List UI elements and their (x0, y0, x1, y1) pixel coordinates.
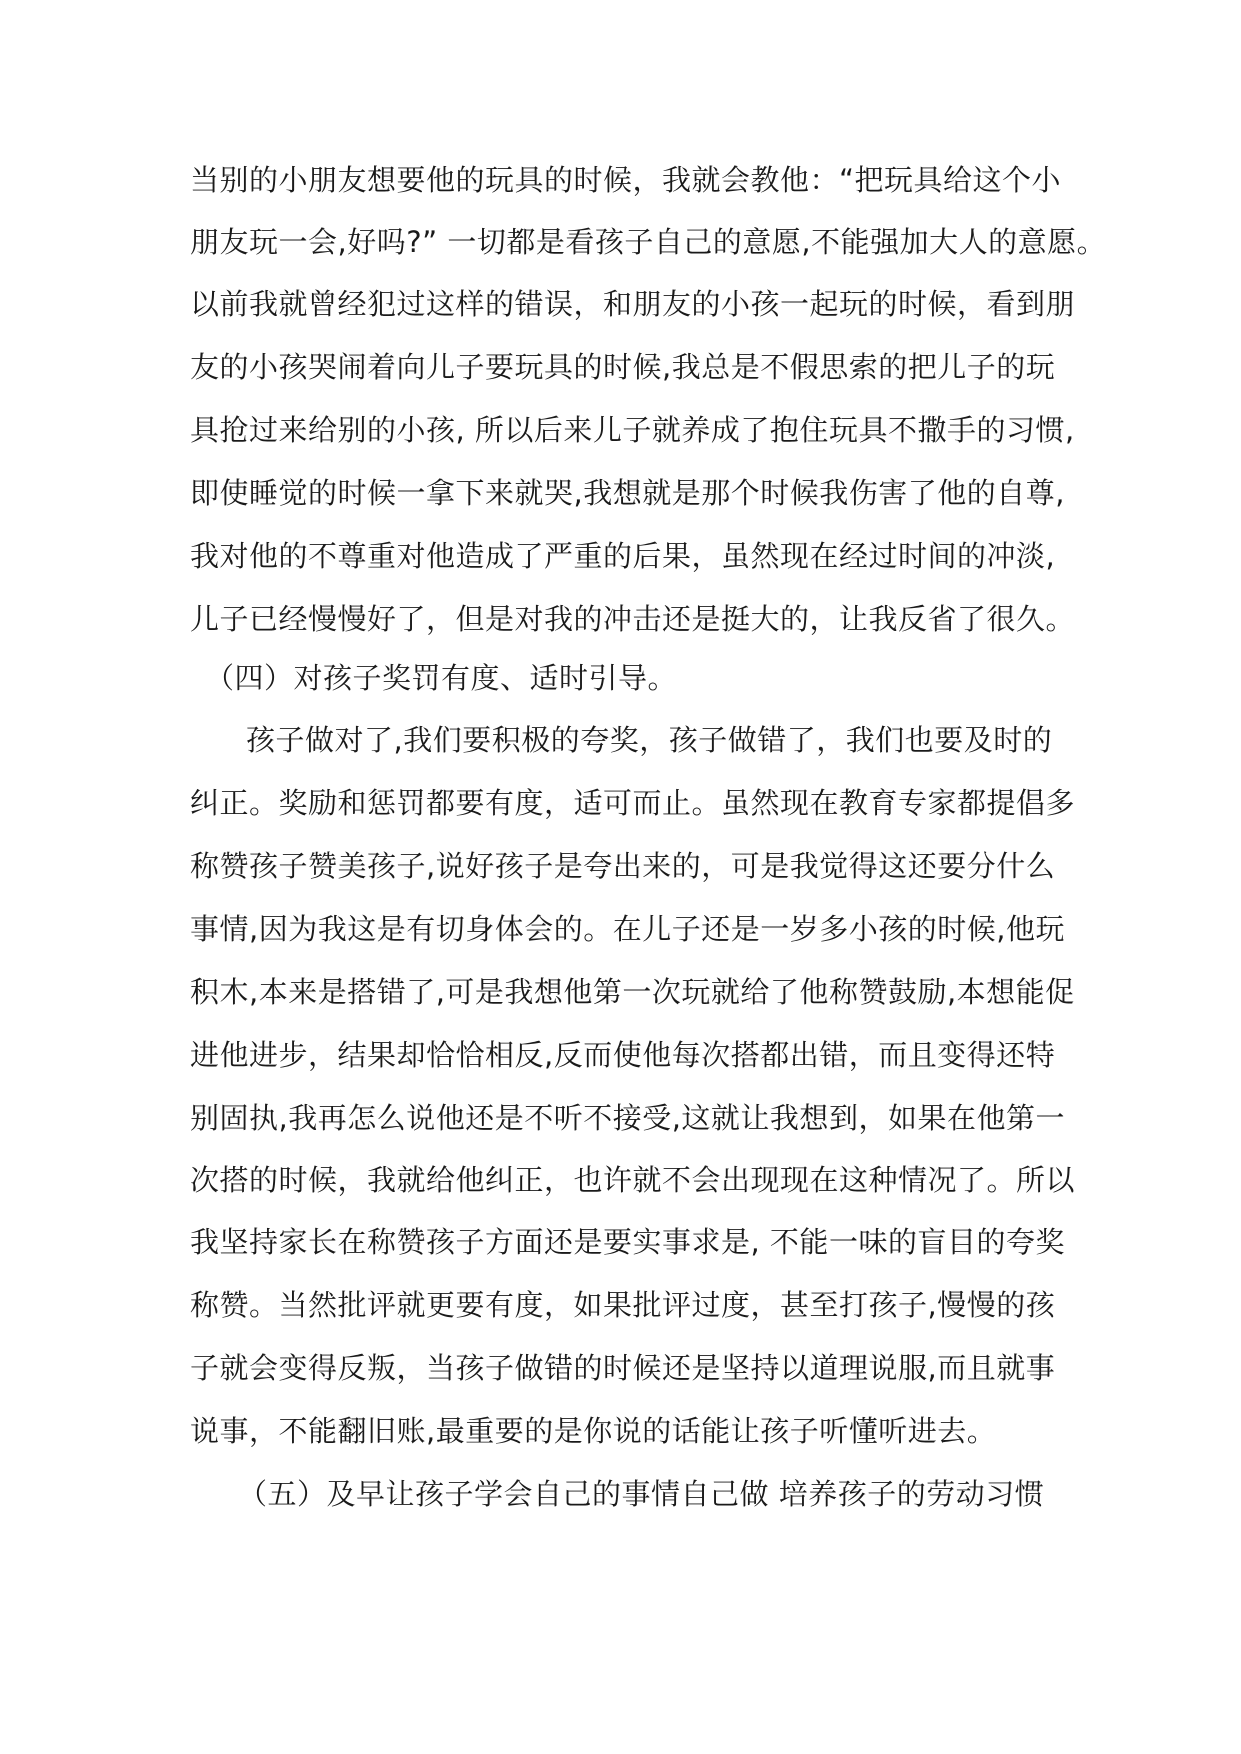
text-line: 子就会变得反叛，当孩子做错的时候还是坚持以道理说服,而且就事 (190, 1351, 1056, 1385)
text-line: 次搭的时候，我就给他纠正，也许就不会出现现在这种情况了。所以 (190, 1163, 1076, 1197)
text-line: 纠正。奖励和惩罚都要有度，适可而止。虽然现在教育专家都提倡多 (190, 786, 1076, 820)
text-line: 进他进步，结果却恰恰相反,反而使他每次搭都出错，而且变得还特 (190, 1038, 1056, 1072)
text-line: 我坚持家长在称赞孩子方面还是要实事求是, 不能一味的盲目的夸奖 (190, 1225, 1065, 1259)
text-line: 以前我就曾经犯过这样的错误，和朋友的小孩一起玩的时候，看到朋 (190, 287, 1076, 321)
text-line: 称赞。当然批评就更要有度，如果批评过度，甚至打孩子,慢慢的孩 (190, 1288, 1056, 1322)
text-line: 朋友玩一会,好吗?” 一切都是看孩子自己的意愿,不能强加大人的意愿。 (190, 225, 1107, 259)
text-line: 即使睡觉的时候一拿下来就哭,我想就是那个时候我伤害了他的自尊, (190, 476, 1065, 510)
text-line: 具抢过来给别的小孩, 所以后来儿子就养成了抱住玩具不撒手的习惯, (190, 413, 1075, 447)
text-line: 儿子已经慢慢好了，但是对我的冲击还是挺大的，让我反省了很久。 (190, 602, 1076, 636)
section-heading: （五）及早让孩子学会自己的事情自己做 培养孩子的劳动习惯 (238, 1477, 1045, 1511)
text-line: 友的小孩哭闹着向儿子要玩具的时候,我总是不假思索的把儿子的玩 (190, 350, 1056, 384)
text-line: 别固执,我再怎么说他还是不听不接受,这就让我想到，如果在他第一 (190, 1101, 1065, 1135)
text-line: 我对他的不尊重对他造成了严重的后果，虽然现在经过时间的冲淡, (190, 539, 1056, 573)
text-line: 事情,因为我这是有切身体会的。在儿子还是一岁多小孩的时候,他玩 (190, 912, 1065, 946)
section-heading: （四）对孩子奖罚有度、适时引导。 (205, 661, 678, 695)
text-line: 说事，不能翻旧账,最重要的是你说的话能让孩子听懂听进去。 (190, 1414, 997, 1448)
text-line: 当别的小朋友想要他的玩具的时候，我就会教他：“把玩具给这个小 (190, 163, 1062, 197)
text-line: 称赞孩子赞美孩子,说好孩子是夸出来的，可是我觉得这还要分什么 (190, 849, 1056, 883)
text-line: 积木,本来是搭错了,可是我想他第一次玩就给了他称赞鼓励,本想能促 (190, 975, 1075, 1009)
paragraph-first-line: 孩子做对了,我们要积极的夸奖，孩子做错了，我们也要及时的 (246, 723, 1053, 757)
